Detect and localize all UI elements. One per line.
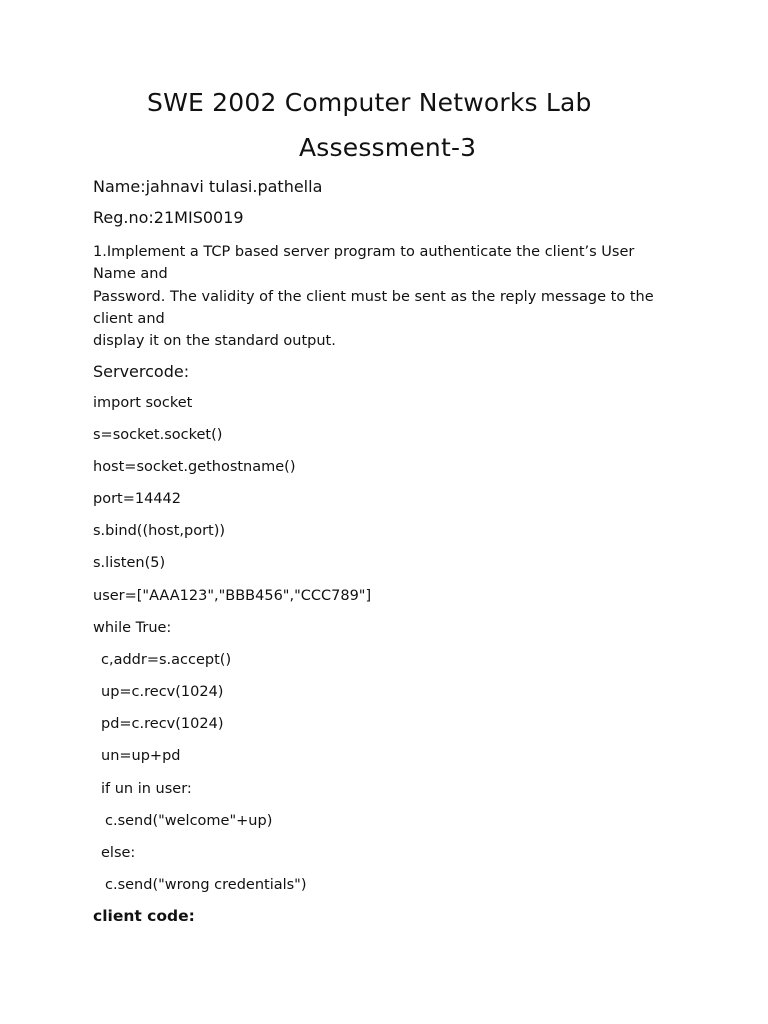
question-line: display it on the standard output. [93,333,336,350]
question-text [93,241,663,352]
code-line: user=["AAA123","BBB456","CCC789"] [93,588,372,604]
code-line: s.bind((host,port)) [93,523,226,539]
code-line: c.send("welcome"+up) [105,813,273,829]
question-line: Password. The validity of the client must be sent as the reply message to the [93,288,654,305]
question-line: client and [93,310,165,327]
code-line: c,addr=s.accept() [101,652,232,668]
code-line: pd=c.recv(1024) [101,716,224,732]
code-line: un=up+pd [101,748,181,764]
question-line: Name and [93,266,168,283]
server-code-heading: Servercode: [93,362,190,381]
code-line: import socket [93,395,193,411]
code-line: if un in user: [101,781,192,797]
document-title: SWE 2002 Computer Networks Lab [147,88,592,117]
document-subtitle: Assessment-3 [299,133,477,162]
code-line: else: [101,845,136,861]
code-line: port=14442 [93,491,181,507]
code-line: host=socket.gethostname() [93,459,296,475]
registration-number: Reg.no:21MIS0019 [93,208,244,227]
code-line: s.listen(5) [93,555,166,571]
code-line: s=socket.socket() [93,427,223,443]
code-line: c.send("wrong credentials") [105,877,307,893]
client-code-heading: client code: [93,907,195,925]
question-line: 1.Implement a TCP based server program to authenticate the client’s User [93,244,635,260]
code-line: up=c.recv(1024) [101,684,224,700]
code-line: while True: [93,620,172,636]
student-name: Name:jahnavi tulasi.pathella [93,177,323,196]
